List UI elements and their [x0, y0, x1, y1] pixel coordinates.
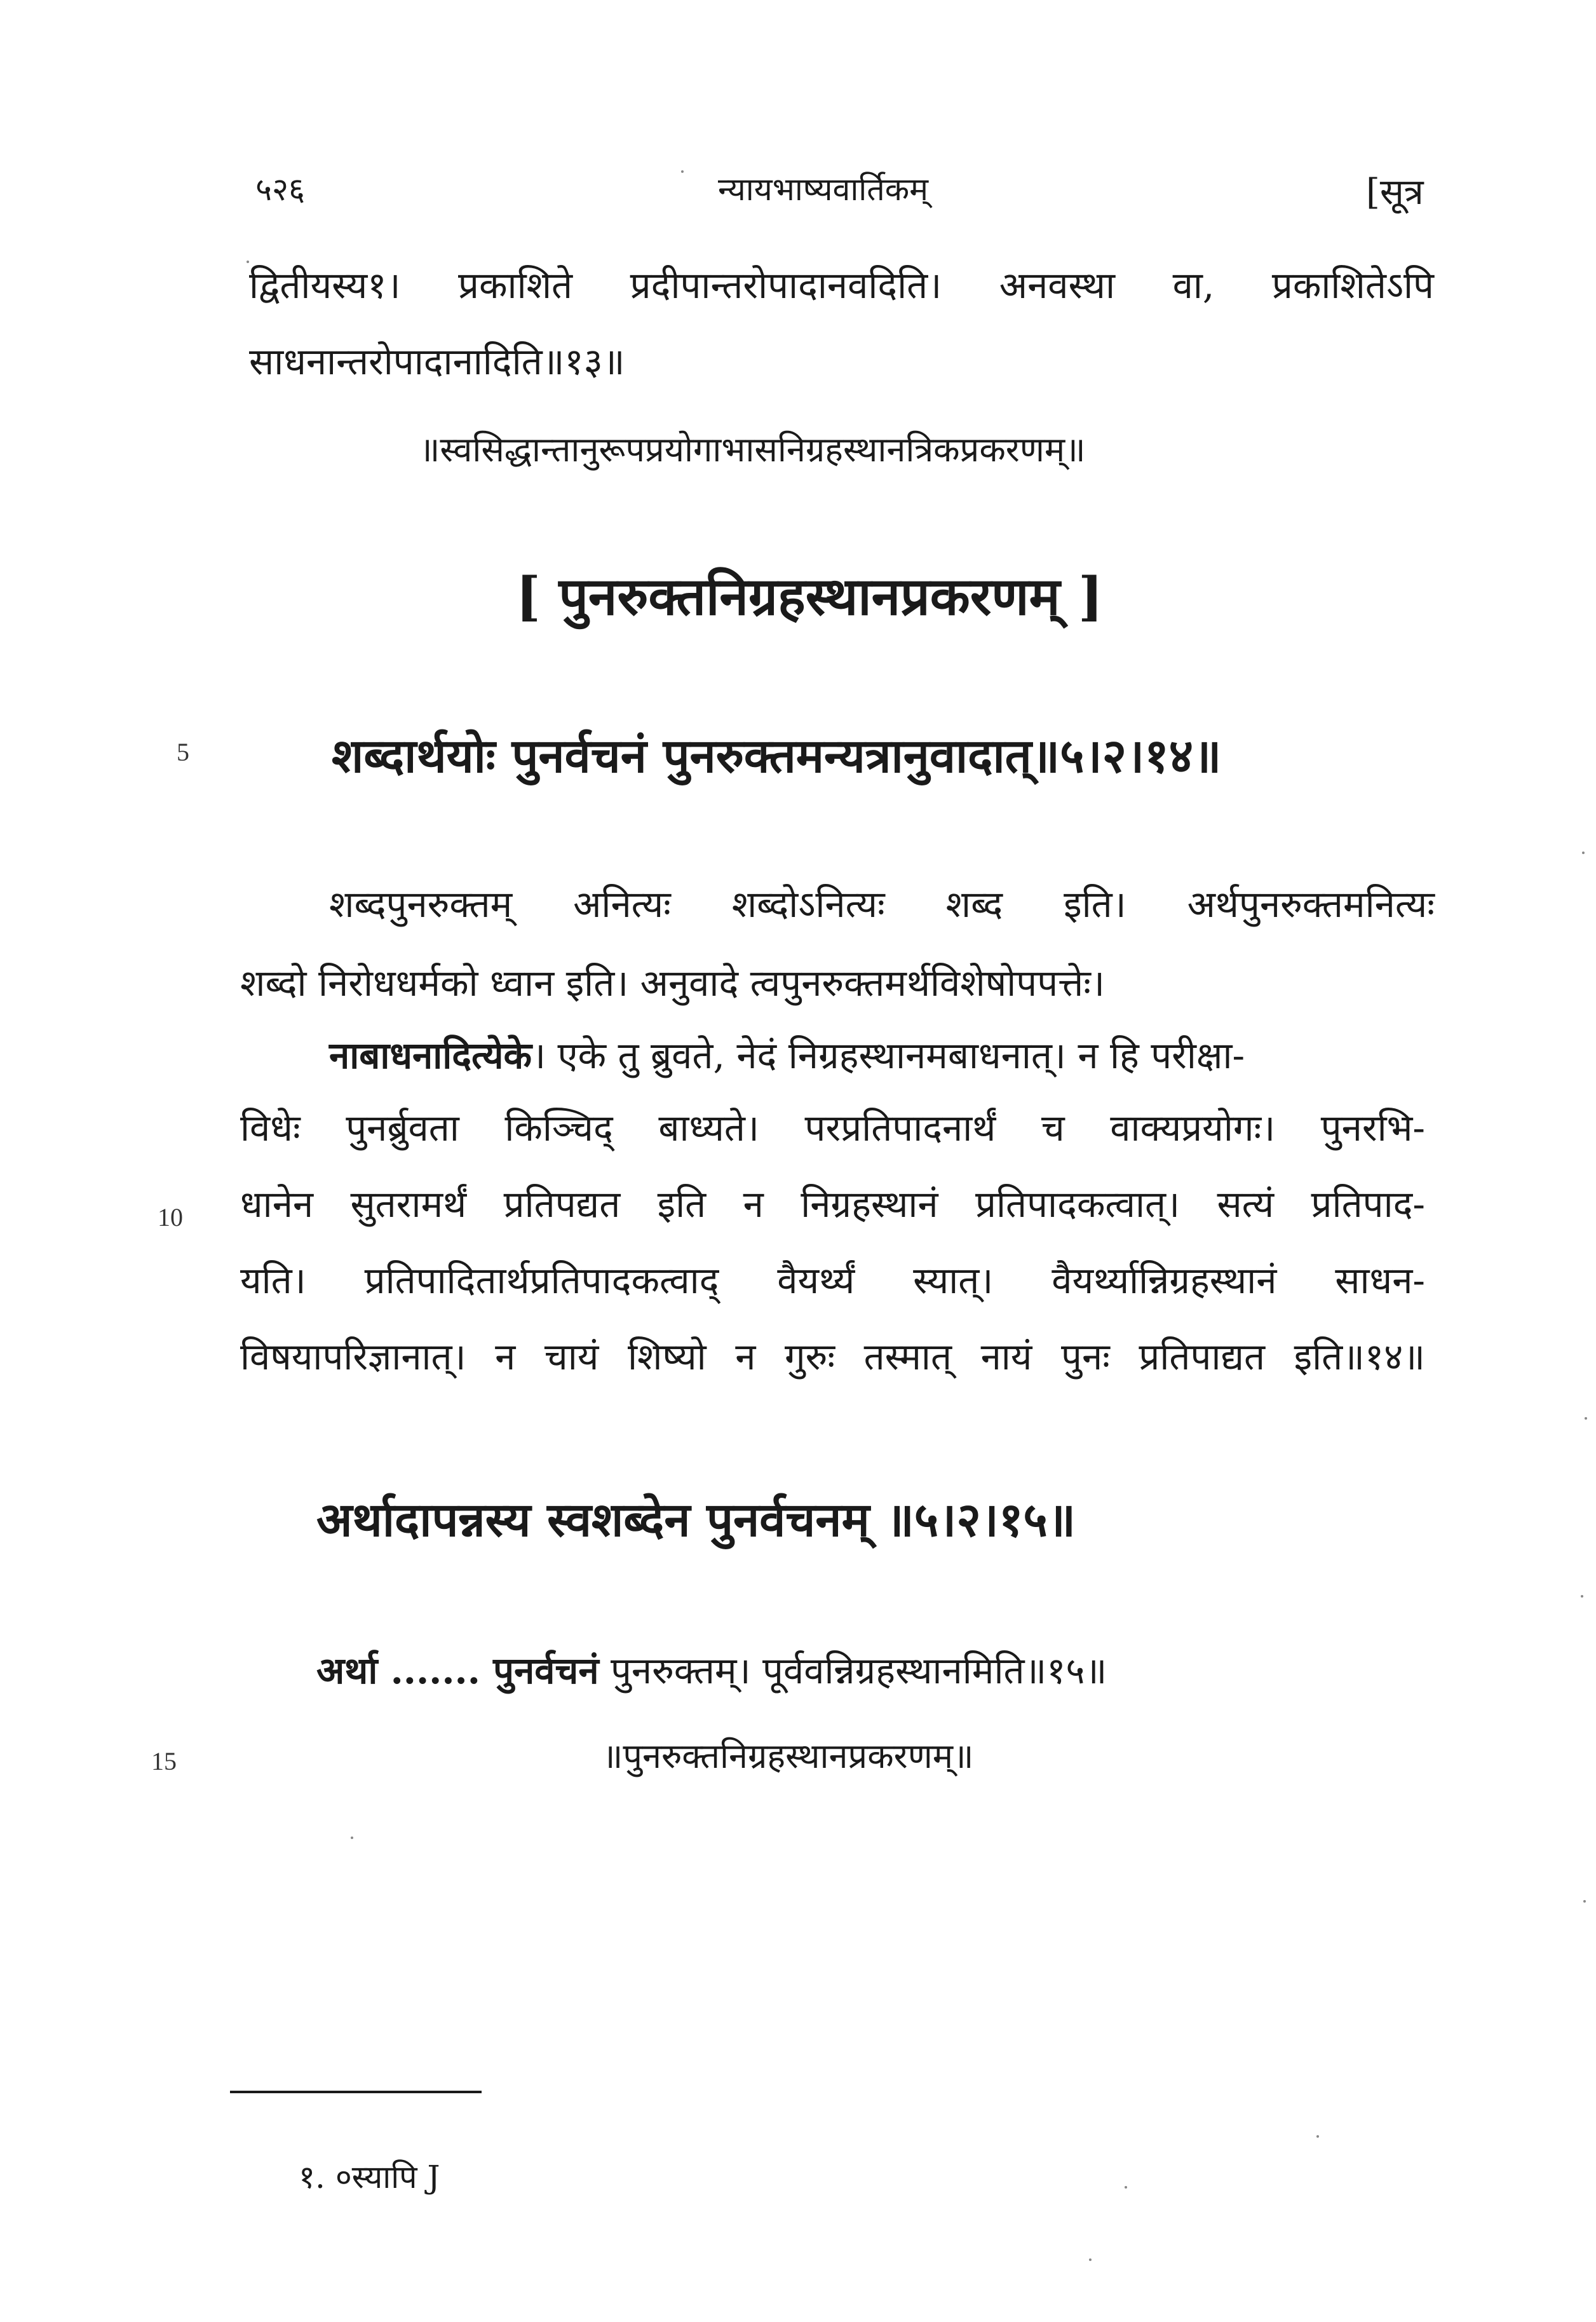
footnote-text: ०स्यापि J: [335, 2159, 440, 2196]
line-number-10: 10: [158, 1203, 183, 1232]
top-paragraph-line-2: साधनान्तरोपादानादिति॥१३॥: [249, 340, 625, 383]
commentary-14-line-3: [329, 1034, 1245, 1077]
top-paragraph-line-1: द्वितीयस्य१। प्रकाशिते प्रदीपान्तरोपादानवदिति। अनवस्था वा, प्रकाशितेऽपि: [249, 264, 1434, 307]
line-number-15: 15: [151, 1747, 177, 1775]
commentary-15: [316, 1649, 1107, 1692]
colophon-svasiddhanta: ॥स्वसिद्धान्तानुरूपप्रयोगाभासनिग्रहस्थानत्रिकप्रकरणम्॥: [419, 430, 1086, 470]
scan-speck: [1089, 2258, 1092, 2261]
sutra-5-2-15: अर्थादापन्नस्य स्वशब्देन पुनर्वचनम् ॥५।२।१५॥: [316, 1493, 1076, 1547]
section-heading: [ पुनरुक्तनिग्रहस्थानप्रकरणम् ]: [516, 566, 1103, 627]
scan-speck: [351, 1837, 353, 1839]
line-number-5: 5: [177, 738, 189, 766]
scan-speck: [1585, 1417, 1587, 1420]
scan-speck: [247, 261, 249, 263]
commentary-14-line-4: विधेः पुनर्ब्रुवता किञ्चिद् बाध्यते। परप्रतिपादनार्थं च वाक्यप्रयोगः। पुनरभि-: [240, 1106, 1425, 1150]
scan-speck: [1581, 1595, 1583, 1598]
commentary-15-rest: पुनरुक्तम्। पूर्ववन्निग्रहस्थानमिति॥१५॥: [610, 1649, 1107, 1692]
footnote-marker: १.: [299, 2159, 325, 2196]
commentary-14-line-1: शब्दपुनरुक्तम् अनित्यः शब्दोऽनित्यः शब्द इति। अर्थपुनरुक्तमनित्यः: [329, 883, 1435, 926]
scan-speck: [1316, 2135, 1319, 2138]
colophon-punarukta: ॥पुनरुक्तनिग्रहस्थानप्रकरणम्॥: [602, 1736, 974, 1776]
sutra-5-2-14: शब्दार्थयोः पुनर्वचनं पुनरुक्तमन्यत्रानुवादात्॥५।२।१४॥: [332, 729, 1222, 784]
pratika-artha-punarvacanam: अर्था ....... पुनर्वचनं: [316, 1649, 599, 1692]
commentary-14-line-5: धानेन सुतरामर्थं प्रतिपद्यत इति न निग्रहस्थानं प्रतिपादकत्वात्। सत्यं प्रतिपाद-: [240, 1183, 1425, 1226]
pratika-nabadhanadityeke: नाबाधनादित्येके: [329, 1034, 532, 1077]
scan-speck: [681, 170, 684, 173]
commentary-14-line-3-rest: । एके तु ब्रुवते, नेदं निग्रहस्थानमबाधनात्। न हि परीक्षा-: [532, 1034, 1245, 1077]
scan-speck: [1125, 2186, 1127, 2189]
footnote-rule: [230, 2091, 482, 2093]
commentary-14-line-7: विषयापरिज्ञानात्। न चायं शिष्यो न गुरुः तस्मात् नायं पुनः प्रतिपाद्यत इति॥१४॥: [240, 1335, 1425, 1378]
scan-speck: [1582, 852, 1585, 854]
page-number: ५२६: [255, 171, 305, 208]
section-marker: [सूत्र: [1366, 172, 1424, 213]
scan-speck: [1583, 1900, 1586, 1903]
footnote: [299, 2154, 440, 2197]
commentary-14-line-2: शब्दो निरोधधर्मको ध्वान इति। अनुवादे त्वपुनरुक्तमर्थविशेषोपपत्तेः।: [240, 961, 1105, 1005]
running-title: न्यायभाष्यवार्तिकम्: [718, 171, 929, 208]
commentary-14-line-6: यति। प्रतिपादितार्थप्रतिपादकत्वाद् वैयर्थ्यं स्यात्। वैयर्थ्यान्निग्रहस्थानं साधन-: [240, 1259, 1425, 1302]
